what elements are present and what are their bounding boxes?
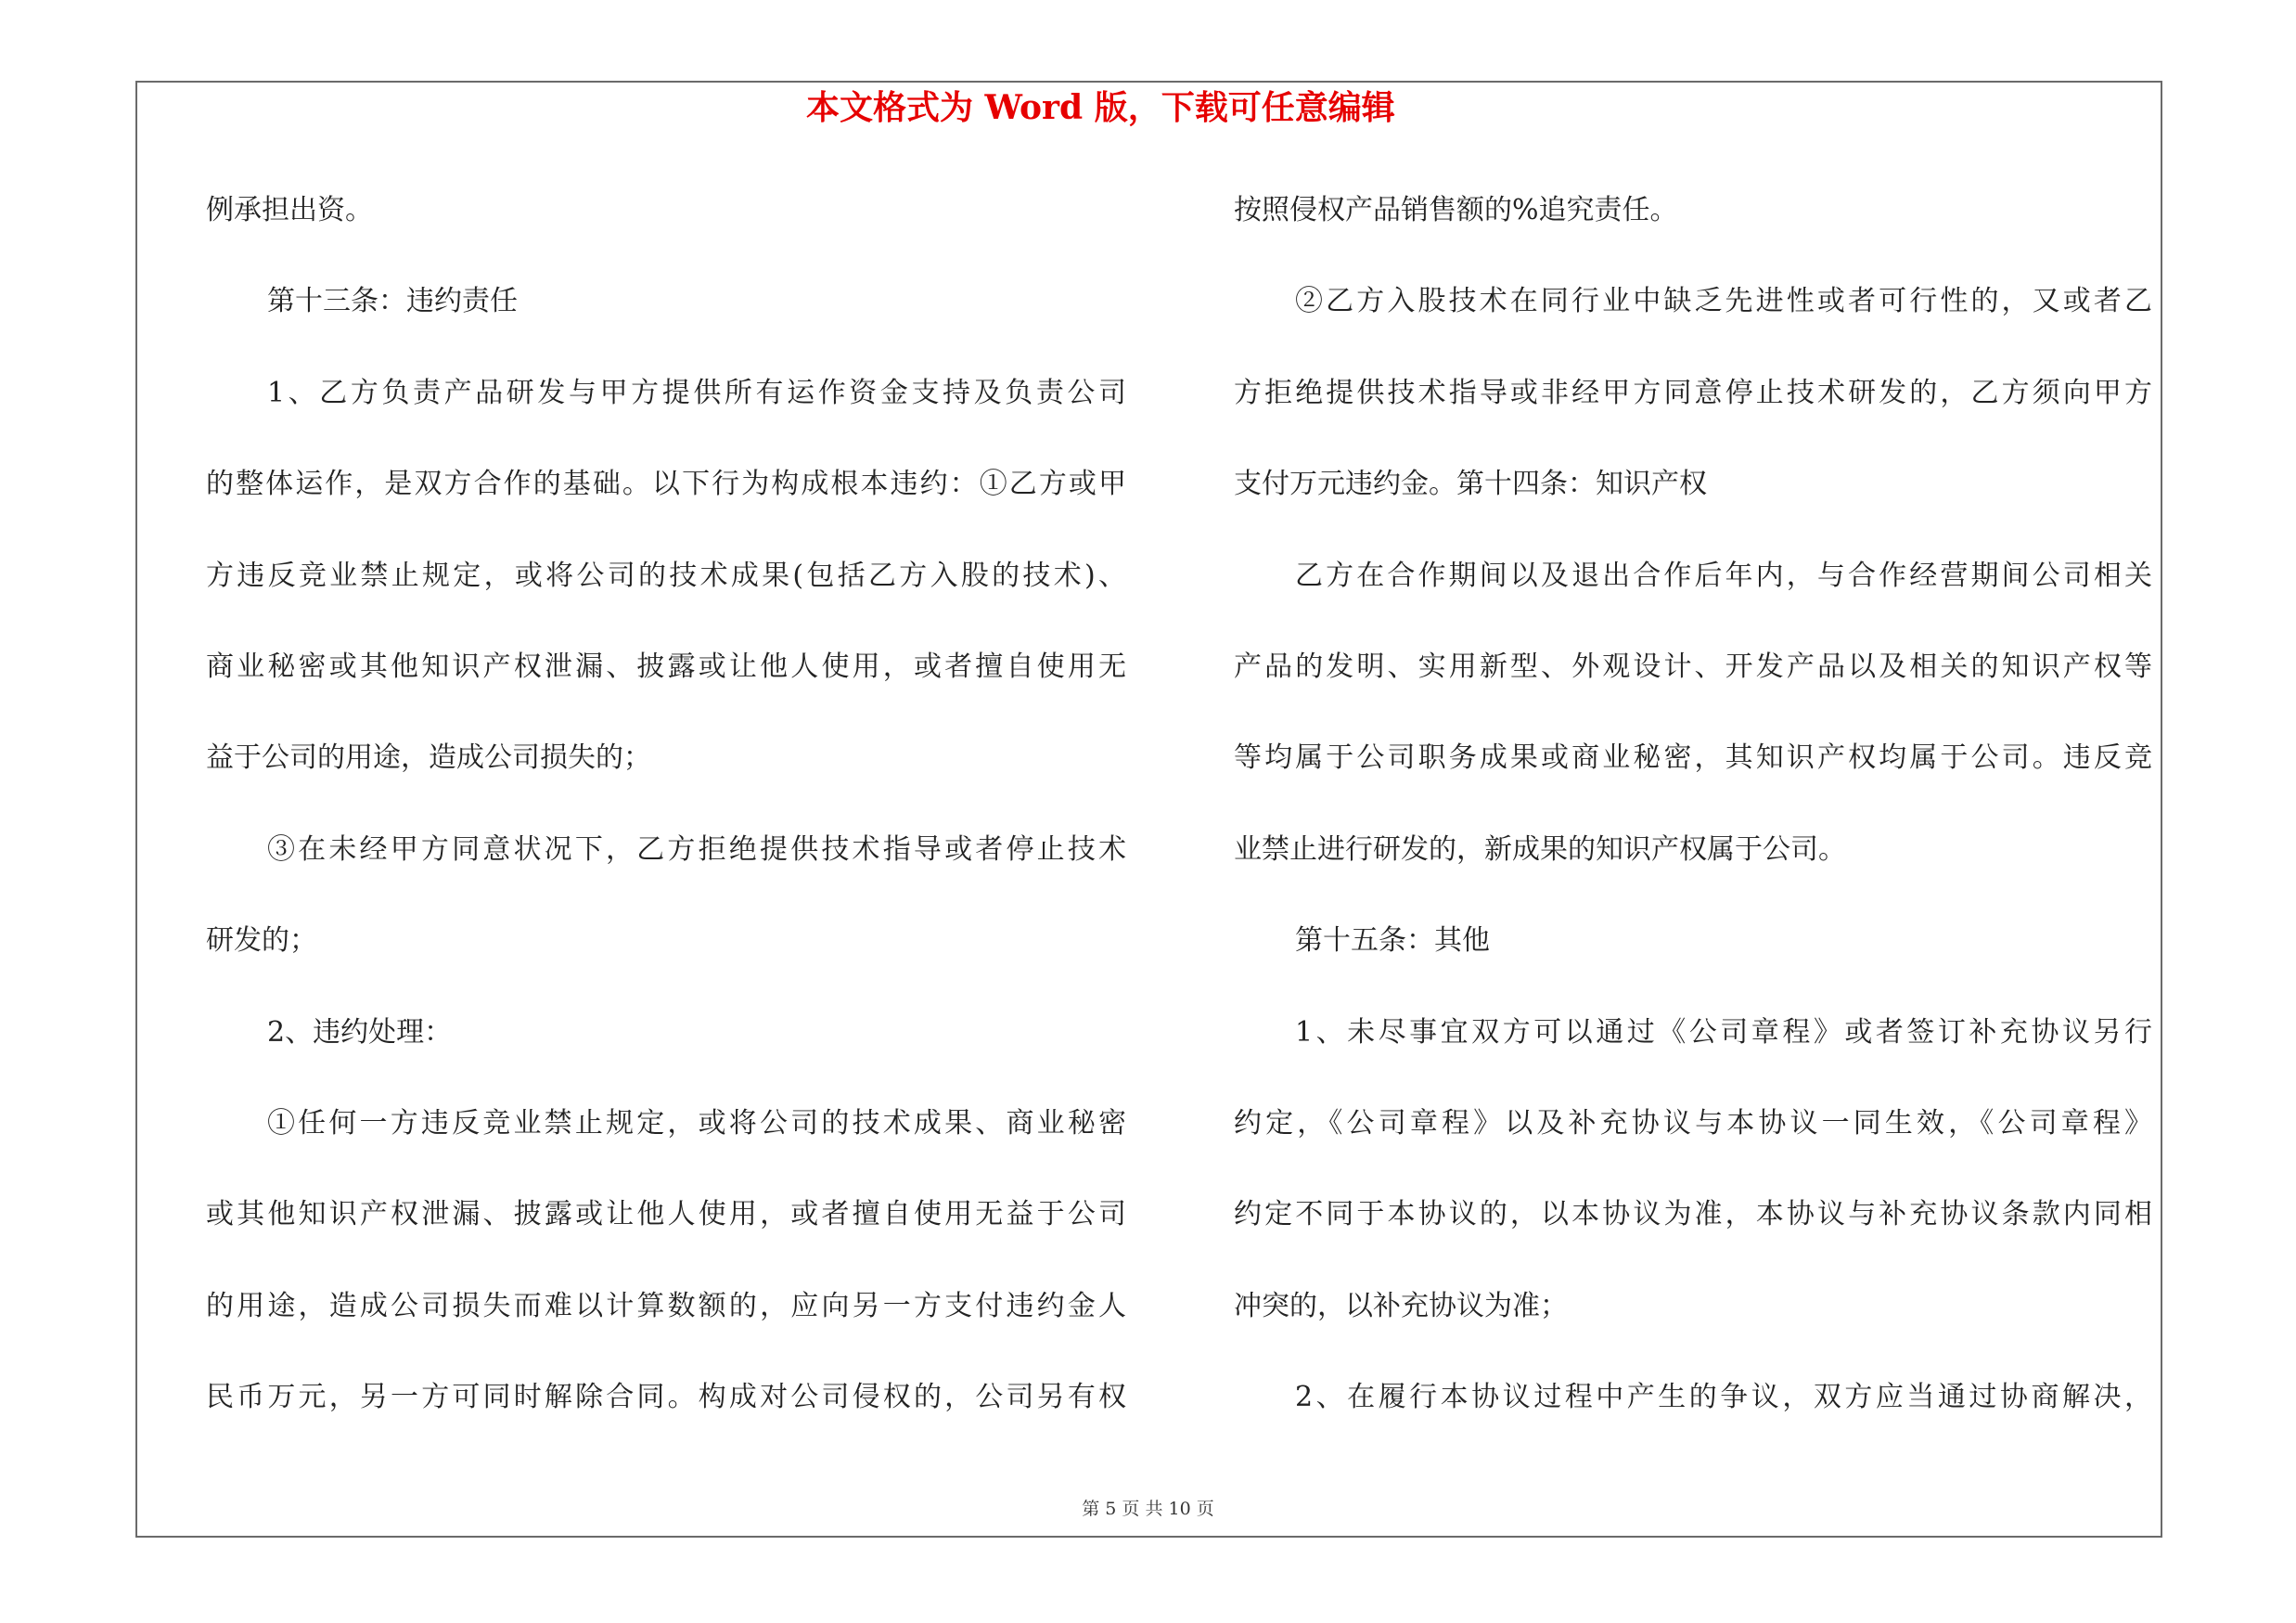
text-line: 约定不同于本协议的，以本协议为准，本协议与补充协议条款内同相 xyxy=(1234,1198,2152,1231)
text-line: 等均属于公司职务成果或商业秘密，其知识产权均属于公司。违反竞 xyxy=(1234,741,2152,775)
text-line: ③在未经甲方同意状况下，乙方拒绝提供技术指导或者停止技术 xyxy=(267,832,1126,866)
text-line: 益于公司的用途，造成公司损失的； xyxy=(206,741,651,775)
text-line: 2、违约处理： xyxy=(267,1015,453,1049)
text-line: 1、未尽事宜双方可以通过《公司章程》或者签订补充协议另行 xyxy=(1295,1015,2152,1049)
text-line: ①任何一方违反竞业禁止规定，或将公司的技术成果、商业秘密 xyxy=(267,1106,1126,1140)
text-line: 1、乙方负责产品研发与甲方提供所有运作资金支持及负责公司 xyxy=(267,376,1126,409)
section-heading: 第十三条：违约责任 xyxy=(267,285,518,318)
text-line: 民币万元，另一方可同时解除合同。构成对公司侵权的，公司另有权 xyxy=(206,1381,1126,1414)
text-line: 商业秘密或其他知识产权泄漏、披露或让他人使用，或者擅自使用无 xyxy=(206,650,1126,683)
text-line: 乙方在合作期间以及退出合作后年内，与合作经营期间公司相关 xyxy=(1295,559,2152,592)
left-text-column xyxy=(206,165,1126,1443)
text-line: 的整体运作，是双方合作的基础。以下行为构成根本违约：①乙方或甲 xyxy=(206,468,1126,501)
text-line: 按照侵权产品销售额的%追究责任。 xyxy=(1234,194,1678,226)
text-line: 冲突的，以补充协议为准； xyxy=(1234,1289,1568,1322)
section-heading: 第十五条：其他 xyxy=(1295,924,1490,958)
document-banner: 本文格式为 Word 版，下载可任意编辑 xyxy=(806,88,1395,127)
text-line: 的用途，造成公司损失而难以计算数额的，应向另一方支付违约金人 xyxy=(206,1289,1126,1322)
text-line: 方拒绝提供技术指导或非经甲方同意停止技术研发的，乙方须向甲方 xyxy=(1234,376,2152,409)
text-line: ②乙方入股技术在同行业中缺乏先进性或者可行性的，又或者乙 xyxy=(1295,285,2152,318)
text-line: 支付万元违约金。第十四条：知识产权 xyxy=(1234,468,1707,501)
text-line: 约定，《公司章程》以及补充协议与本协议一同生效，《公司章程》 xyxy=(1234,1106,2152,1140)
text-line: 例承担出资。 xyxy=(206,194,373,226)
text-line: 2、在履行本协议过程中产生的争议，双方应当通过协商解决， xyxy=(1295,1381,2152,1414)
text-line: 研发的； xyxy=(206,924,317,958)
text-line: 或其他知识产权泄漏、披露或让他人使用，或者擅自使用无益于公司 xyxy=(206,1198,1126,1231)
text-line: 方违反竞业禁止规定，或将公司的技术成果(包括乙方入股的技术)、 xyxy=(206,559,1126,592)
text-line: 业禁止进行研发的，新成果的知识产权属于公司。 xyxy=(1234,832,1846,866)
text-line: 产品的发明、实用新型、外观设计、开发产品以及相关的知识产权等 xyxy=(1234,650,2152,683)
page-number: 第 5 页 共 10 页 xyxy=(1082,1499,1214,1519)
right-text-column xyxy=(1234,165,2152,1443)
